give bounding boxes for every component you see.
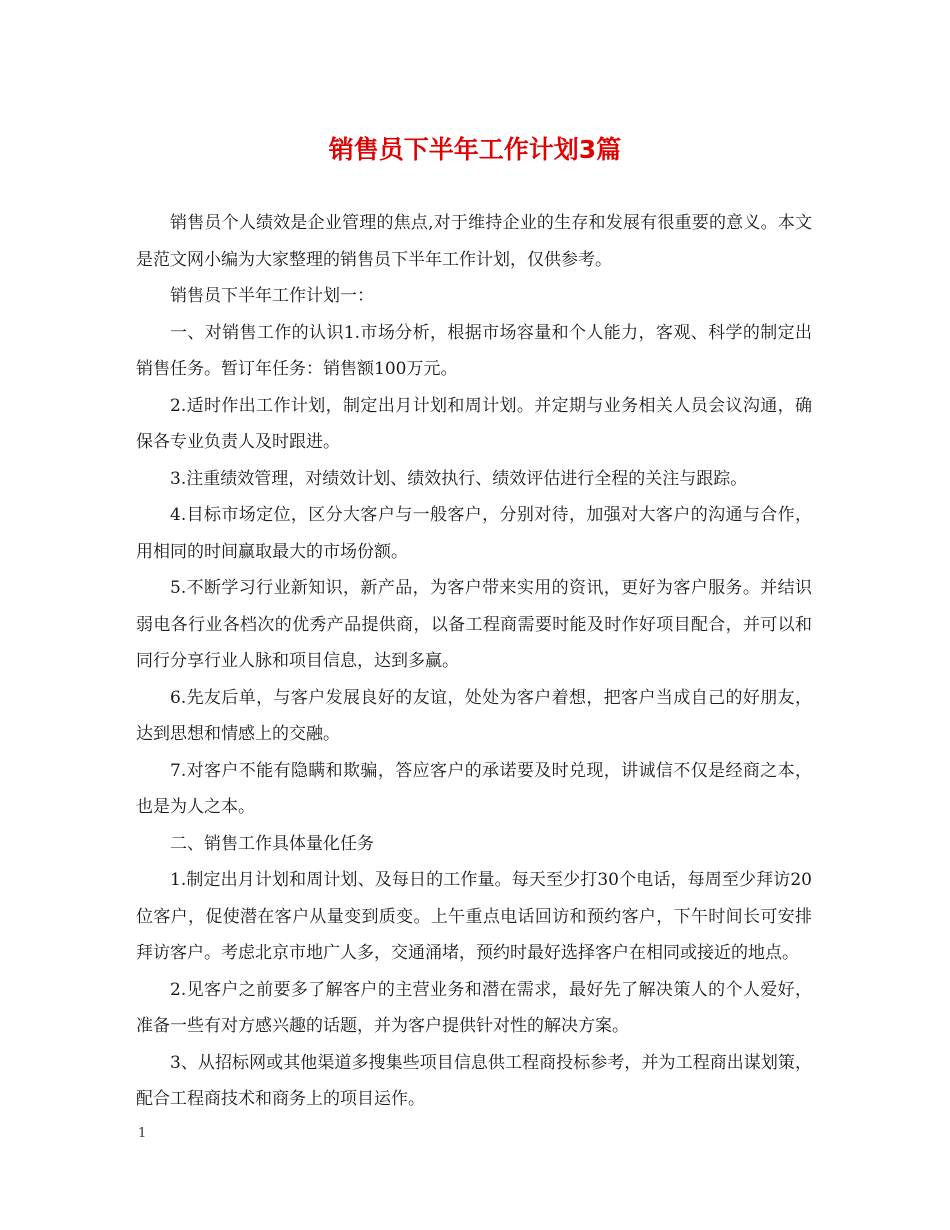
paragraph-intro: 销售员个人绩效是企业管理的焦点,对于维持企业的生存和发展有很重要的意义。本文是范文网小编为大家整理的销售员下半年工作计划，仅供参考。 bbox=[136, 213, 812, 270]
document-body bbox=[136, 205, 812, 1118]
paragraph-task-3: 3、从招标网或其他渠道多搜集些项目信息供工程商投标参考，并为工程商出谋划策，配合工程商技术和商务上的项目运作。 bbox=[136, 1052, 812, 1109]
document-title: 销售员下半年工作计划3篇 bbox=[328, 135, 622, 164]
paragraph-item-6: 6.先友后单，与客户发展良好的友谊，处处为客户着想，把客户当成自己的好朋友，达到思想和情感上的交融。 bbox=[136, 687, 812, 744]
paragraph-section-two-heading: 二、销售工作具体量化任务 bbox=[170, 833, 374, 854]
paragraph-item-4: 4.目标市场定位，区分大客户与一般客户，分别对待，加强对大客户的沟通与合作，用相同的时间赢取最大的市场份额。 bbox=[136, 505, 812, 562]
paragraph-plan-one-heading: 销售员下半年工作计划一： bbox=[170, 286, 374, 306]
paragraph-item-7: 7.对客户不能有隐瞒和欺骗，答应客户的承诺要及时兑现，讲诚信不仅是经商之本，也是为人之本。 bbox=[136, 760, 812, 817]
paragraph-section-one: 一、对销售工作的认识1.市场分析，根据市场容量和个人能力，客观、科学的制定出销售任务。暂订年任务：销售额100万元。 bbox=[136, 322, 812, 379]
paragraph-item-3: 3.注重绩效管理，对绩效计划、绩效执行、绩效评估进行全程的关注与跟踪。 bbox=[170, 468, 748, 489]
paragraph-item-5: 5.不断学习行业新知识，新产品，为客户带来实用的资讯，更好为客户服务。并结识弱电各行业各档次的优秀产品提供商，以备工程商需要时能及时作好项目配合，并可以和同行分享行业人脉和项目信息，达到多赢。 bbox=[136, 578, 812, 671]
paragraph-task-2: 2.见客户之前要多了解客户的主营业务和潜在需求，最好先了解决策人的个人爱好，准备一些有对方感兴趣的话题，并为客户提供针对性的解决方案。 bbox=[136, 979, 812, 1036]
paragraph-item-2: 2.适时作出工作计划，制定出月计划和周计划。并定期与业务相关人员会议沟通，确保各专业负责人及时跟进。 bbox=[136, 395, 812, 452]
page-number: 1 bbox=[138, 1126, 147, 1141]
paragraph-task-1: 1.制定出月计划和周计划、及每日的工作量。每天至少打30个电话，每周至少拜访20位客户，促使潜在客户从量变到质变。上午重点电话回访和预约客户，下午时间长可安排拜访客户。考虑北京市地广人多，交通涌堵，预约时最好选择客户在相同或接近的地点。 bbox=[136, 870, 812, 963]
